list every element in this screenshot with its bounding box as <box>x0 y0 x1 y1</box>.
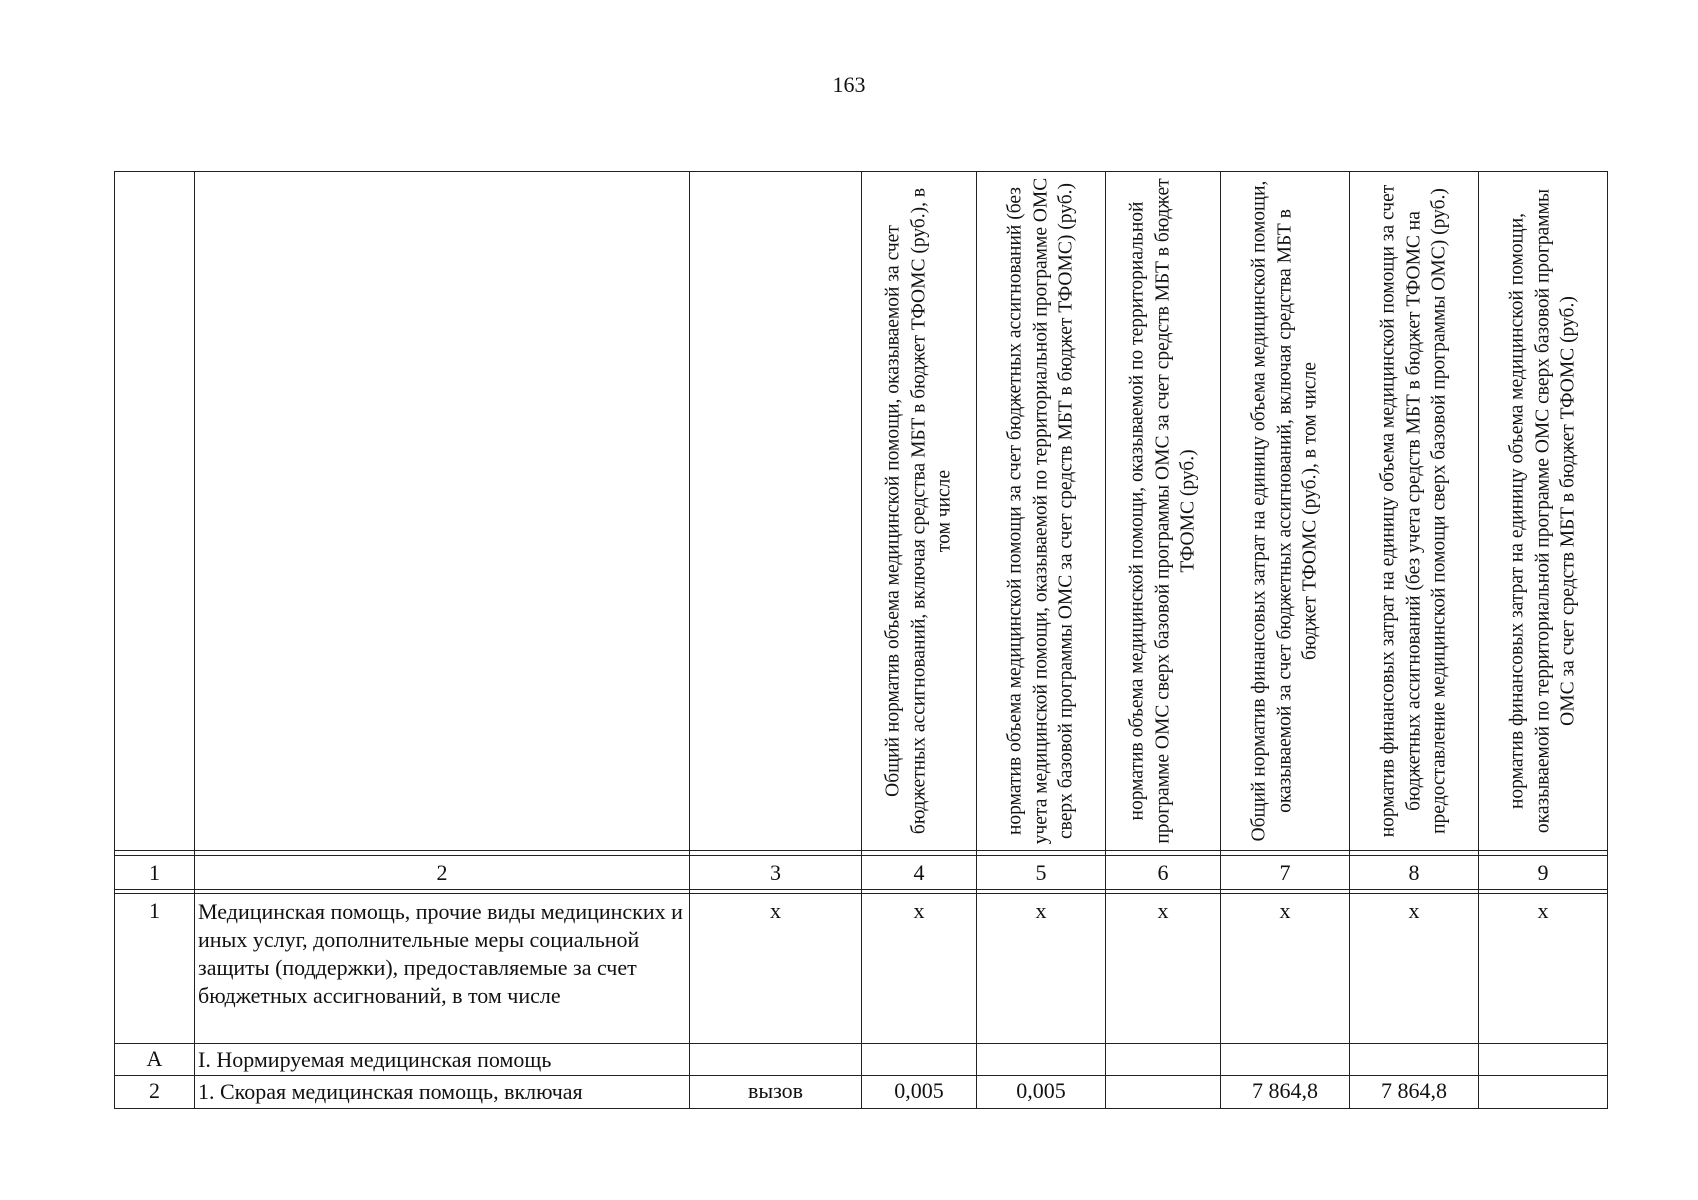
row-cell: х <box>977 894 1106 1044</box>
row-description: 1. Скорая медицинская помощь, включая <box>195 1076 690 1109</box>
row-cell: 0,005 <box>862 1076 977 1109</box>
column-number: 4 <box>862 856 977 890</box>
column-number: 7 <box>1221 856 1350 890</box>
header-cell-4 <box>862 172 977 851</box>
row-cell <box>1350 1044 1479 1076</box>
norms-table-container <box>114 171 1608 1109</box>
row-cell <box>1106 1044 1221 1076</box>
row-cell: 7 864,8 <box>1350 1076 1479 1109</box>
row-number: А <box>115 1044 195 1076</box>
row-cell <box>1479 1076 1608 1109</box>
row-cell: х <box>690 894 862 1044</box>
header-text-col5: норматив объема медицинской помощи за счет бюджетных ассигнований (без учета медицинской помощи, оказываемой по территориальной программе ОМС сверх базовой программы ОМС за счет средств МБТ в бюджет ТФОМС) (руб.) <box>1004 177 1077 845</box>
header-cell-7 <box>1221 172 1350 851</box>
row-cell: х <box>862 894 977 1044</box>
header-text-col7: Общий норматив финансовых затрат на единицу объема медицинской помощи, оказываемой за счет бюджетных ассигнований, включая средства МБТ в бюджет ТФОМС (руб.), в том числе <box>1248 180 1321 842</box>
header-cell-1 <box>115 172 195 851</box>
table-row <box>115 1044 1608 1076</box>
row-description: I. Нормируемая медицинская помощь <box>195 1044 690 1076</box>
row-cell: х <box>1106 894 1221 1044</box>
header-text-col9: норматив финансовых затрат на единицу объема медицинской помощи, оказываемой по территориальной программе ОМС сверх базовой программы ОМС за счет средств МБТ в бюджет ТФОМС (руб.) <box>1506 188 1579 834</box>
row-cell: 0,005 <box>977 1076 1106 1109</box>
header-cell-6 <box>1106 172 1221 851</box>
column-number: 6 <box>1106 856 1221 890</box>
header-cell-3 <box>690 172 862 851</box>
column-number-row <box>115 856 1608 890</box>
row-cell: х <box>1221 894 1350 1044</box>
row-number: 1 <box>115 894 195 1044</box>
column-number: 2 <box>195 856 690 890</box>
header-text-col6: норматив объема медицинской помощи, оказываемой по территориальной программе ОМС сверх базовой программы ОМС за счет средств МБТ в бюджет ТФОМС (руб.) <box>1126 178 1199 844</box>
header-row <box>115 172 1608 851</box>
header-text-col8: норматив финансовых затрат на единицу объема медицинской помощи за счет бюджетных ассигнований (без учета средств МБТ в бюджет ТФОМС на предоставление медицинской помощи сверх базовой программы ОМС) (руб.) <box>1377 184 1450 838</box>
row-cell <box>1221 1044 1350 1076</box>
header-cell-5 <box>977 172 1106 851</box>
column-number: 3 <box>690 856 862 890</box>
column-number: 9 <box>1479 856 1608 890</box>
row-cell <box>977 1044 1106 1076</box>
table-row <box>115 894 1608 1044</box>
header-cell-2 <box>195 172 690 851</box>
row-cell: х <box>1479 894 1608 1044</box>
norms-table <box>114 171 1608 1109</box>
header-cell-8 <box>1350 172 1479 851</box>
row-cell <box>1479 1044 1608 1076</box>
table-row <box>115 1076 1608 1109</box>
row-cell <box>690 1044 862 1076</box>
column-number: 8 <box>1350 856 1479 890</box>
page-number: 163 <box>832 72 866 97</box>
header-cell-9 <box>1479 172 1608 851</box>
header-text-col4: Общий норматив объема медицинской помощи, оказываемой за счет бюджетных ассигнований, включая средства МБТ в бюджет ТФОМС (руб.), в том числе <box>882 187 955 835</box>
column-number: 5 <box>977 856 1106 890</box>
row-cell: вызов <box>690 1076 862 1109</box>
column-number: 1 <box>115 856 195 890</box>
row-description: Медицинская помощь, прочие виды медицинских и иных услуг, дополнительные меры социальной защиты (поддержки), предоставляемые за счет бюджетных ассигнований, в том числе <box>195 894 690 1044</box>
row-cell: 7 864,8 <box>1221 1076 1350 1109</box>
row-cell: х <box>1350 894 1479 1044</box>
row-number: 2 <box>115 1076 195 1109</box>
row-cell <box>1106 1076 1221 1109</box>
row-cell <box>862 1044 977 1076</box>
